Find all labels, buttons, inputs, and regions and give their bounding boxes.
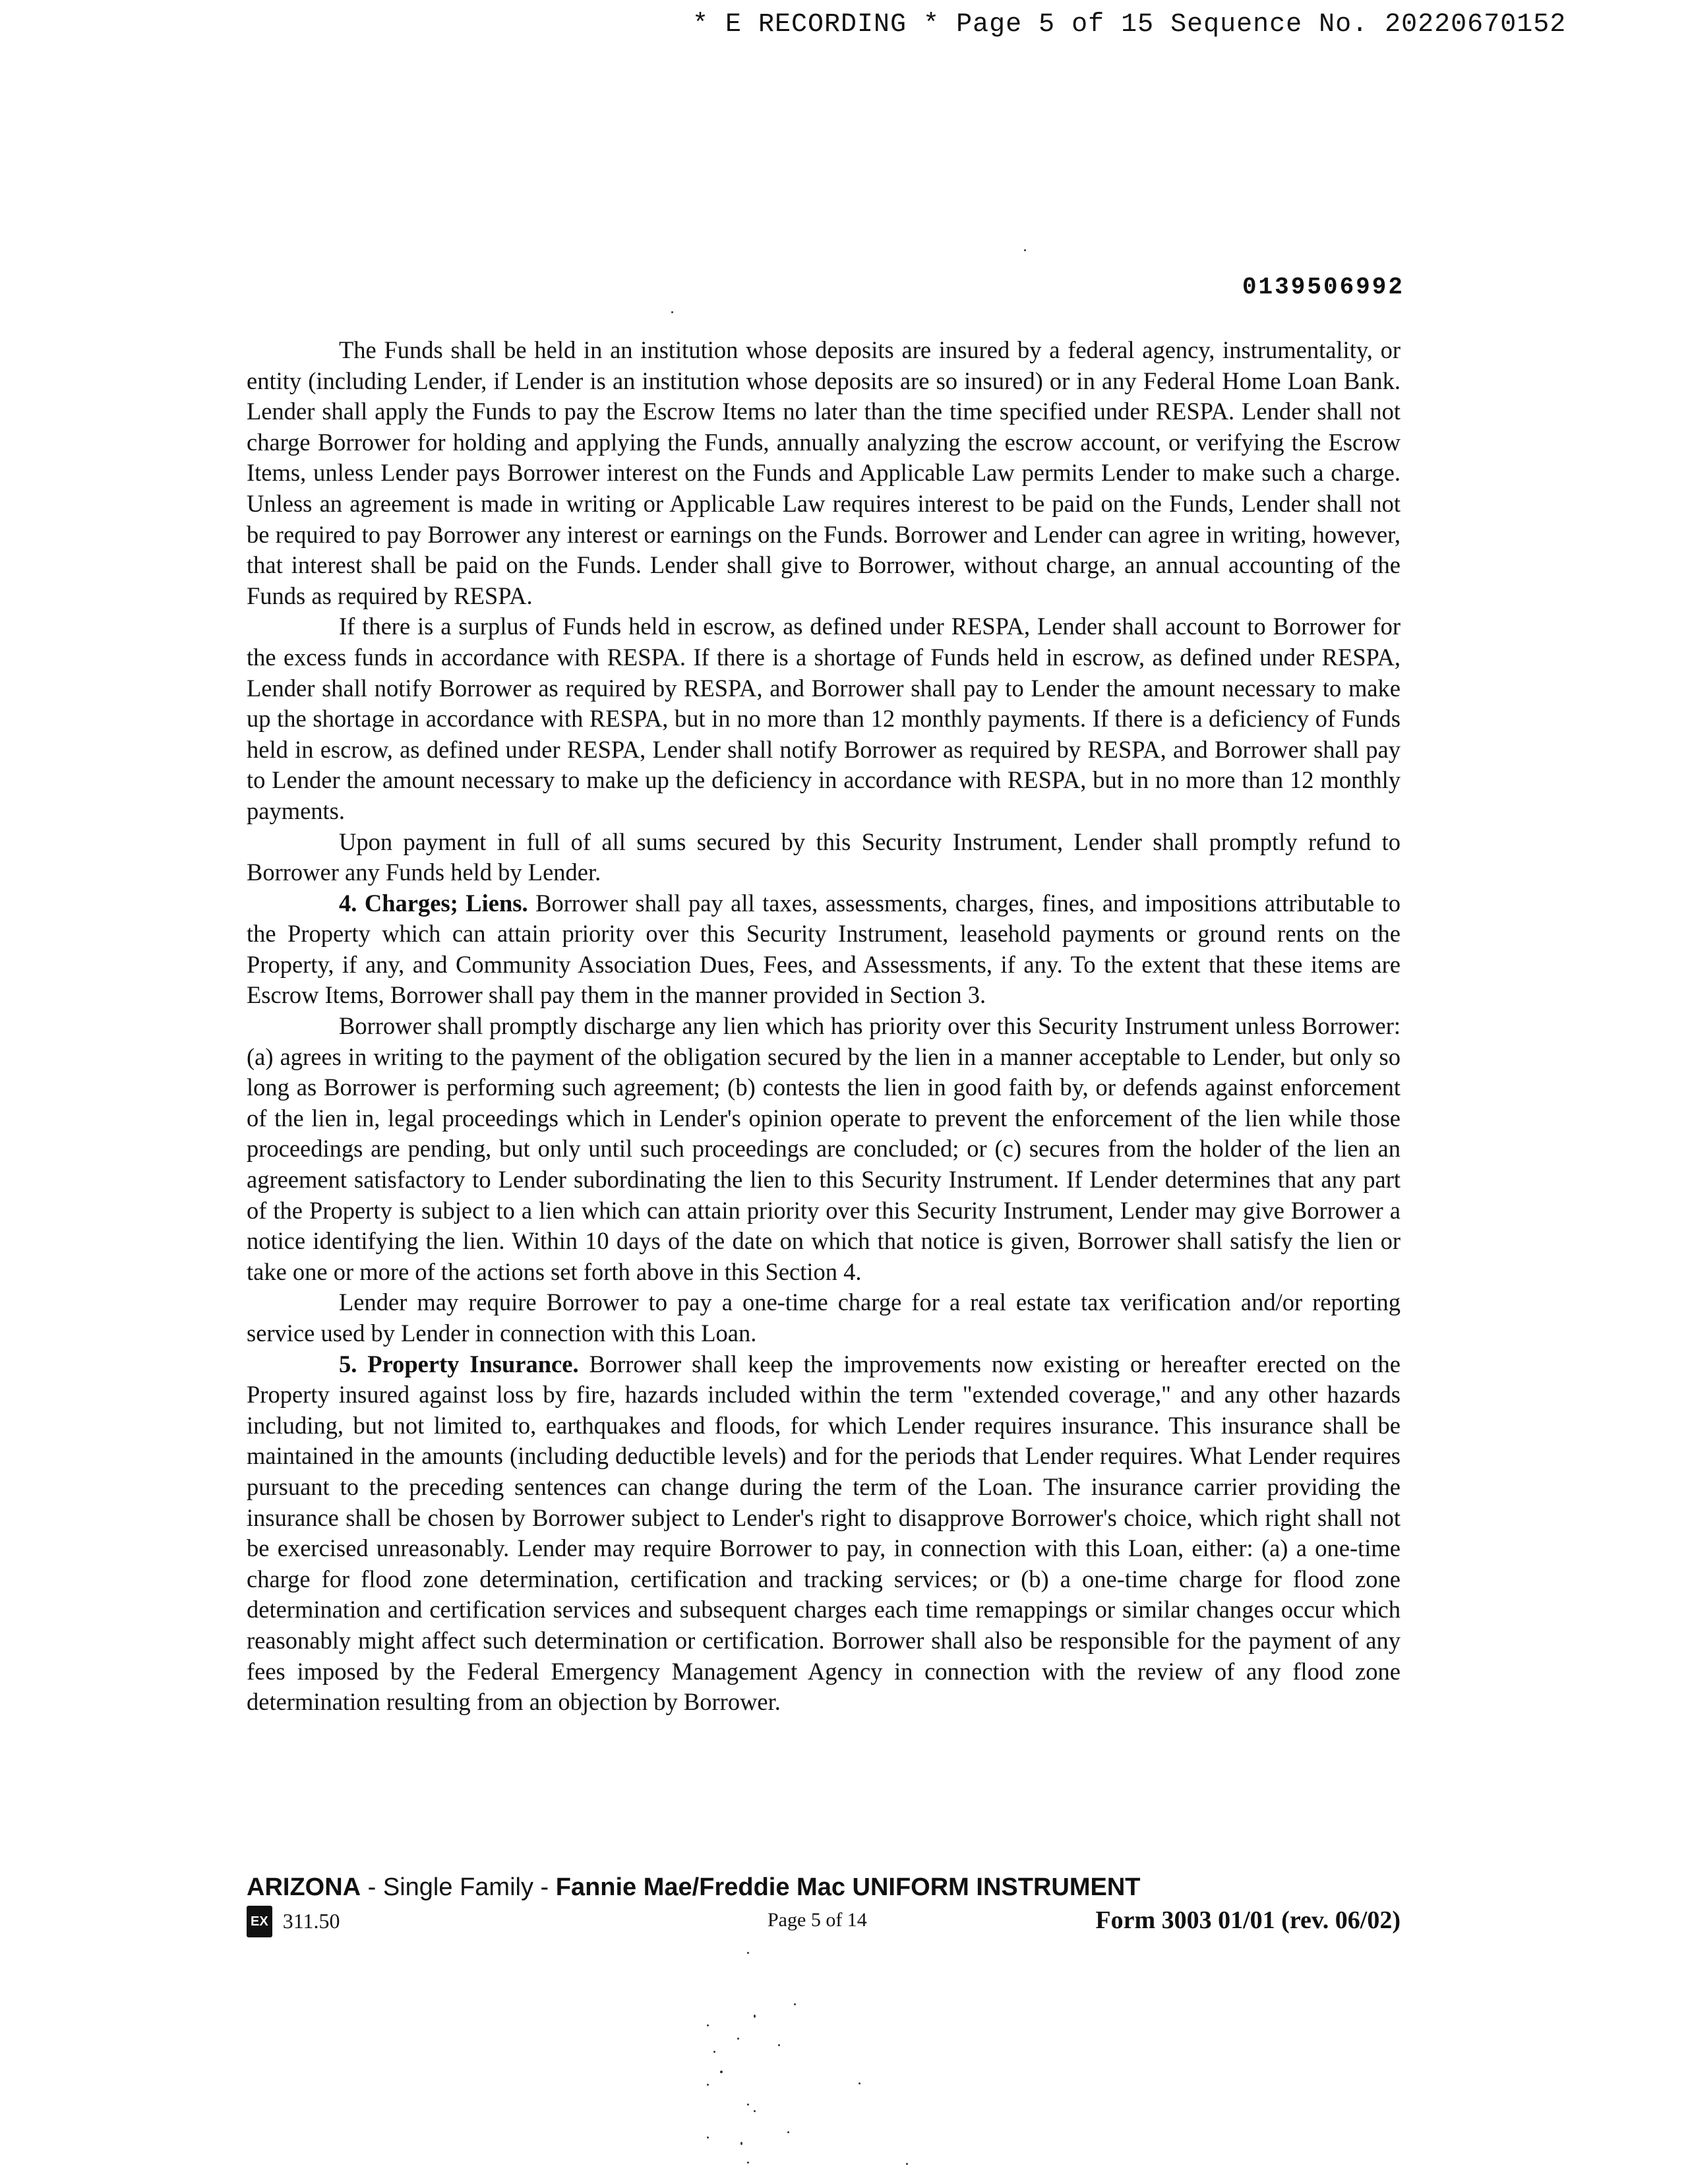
paragraph-charges-liens: 4. Charges; Liens. Borrower shall pay all taxes, assessments, charges, fines, and impositions attributable to the Property which can attain priority over this Security Instrument, leasehold payments or ground rents on the Property, if any, and Community Association Dues, Fees, and Assessments, if any. To the extent that these items are Escrow Items, Borrower shall pay them in the manner provided in Section 3.	[247, 889, 1401, 1009]
document-body	[247, 335, 1401, 1718]
recording-stamp: * E RECORDING * Page 5 of 15 Sequence No. 20220670152	[692, 10, 1567, 40]
section-heading: 4. Charges; Liens.	[339, 889, 528, 917]
scan-speck	[794, 2003, 796, 2005]
form-id: Form 3003 01/01 (rev. 06/02)	[1095, 1906, 1401, 1934]
scan-speck	[787, 2131, 789, 2133]
paragraph-tax-verification: Lender may require Borrower to pay a one-time charge for a real estate tax verification and/or reporting service used by Lender in connection with this Loan.	[247, 1289, 1401, 1347]
scan-speck	[906, 2163, 908, 2165]
paragraph-discharge-lien: Borrower shall promptly discharge any lien which has priority over this Security Instrument unless Borrower: (a) agrees in writing to the payment of the obligation secured by the lien in a manner acceptable to Lender, but only so long as Borrower is performing such agreement; (b) contests the lien in good faith by, or defends against enforcement of the lien in, legal proceedings which in Lender's opinion operate to prevent the enforcement of the lien while those proceedings are pending, but only until such proceedings are concluded; or (c) secures from the holder of the lien an agreement satisfactory to Lender subordinating the lien to this Security Instrument. If Lender determines that any part of the Property is subject to a lien which can attain priority over this Security Instrument, Lender may give Borrower a notice identifying the lien. Within 10 days of the date on which that notice is given, Borrower shall satisfy the lien or take one or more of the actions set forth above in this Section 4.	[247, 1012, 1401, 1285]
scan-speck	[720, 2071, 723, 2073]
page-indicator: Page 5 of 14	[768, 1909, 867, 1931]
scan-speck	[671, 311, 673, 313]
scan-speck	[747, 2104, 749, 2106]
document-footer	[247, 1871, 1401, 1937]
scan-speck	[740, 2142, 742, 2145]
paragraph-property-insurance: 5. Property Insurance. Borrower shall keep the improvements now existing or hereafter erected on the Property insured against loss by fire, hazards included within the term "extended coverage," and any other hazards including, but not limited to, earthquakes and floods, for which Lender requires insurance. This insurance shall be maintained in the amounts (including deductible levels) and for the periods that Lender requires. What Lender requires pursuant to the preceding sentences can change during the term of the Loan. The insurance carrier providing the insurance shall be chosen by Borrower subject to Lender's right to disapprove Borrower's choice, which right shall not be exercised unreasonably. Lender may require Borrower to pay, in connection with this Loan, either: (a) a one-time charge for flood zone determination, certification and tracking services; or (b) a one-time charge for flood zone determination and certification services and subsequent charges each time remappings or similar changes occur which reasonably might affect such determination or certification. Borrower shall also be responsible for the payment of any fees imposed by the Federal Emergency Management Agency in connection with the review of any flood zone determination resulting from an objection by Borrower.	[247, 1350, 1401, 1716]
scan-speck	[778, 2044, 780, 2046]
scan-speck	[707, 2084, 709, 2086]
ex-logo-icon: EX	[247, 1906, 272, 1937]
paragraph-refund: Upon payment in full of all sums secured by this Security Instrument, Lender shall promptly refund to Borrower any Funds held by Lender.	[247, 828, 1401, 886]
scan-speck	[747, 2162, 749, 2164]
scan-speck	[747, 1952, 749, 1954]
instrument-title: ARIZONA - Single Family - Fannie Mae/Freddie Mac UNIFORM INSTRUMENT	[247, 1873, 1141, 1901]
scan-speck	[707, 2024, 709, 2026]
paragraph-funds-institution: The Funds shall be held in an institution whose deposits are insured by a federal agency, instrumentality, or entity (including Lender, if Lender is an institution whose deposits are so insured) or in any Federal Home Loan Bank. Lender shall apply the Funds to pay the Escrow Items no later than the time specified under RESPA. Lender shall not charge Borrower for holding and applying the Funds, annually analyzing the escrow account, or verifying the Escrow Items, unless Lender pays Borrower interest on the Funds and Applicable Law permits Lender to make such a charge. Unless an agreement is made in writing or Applicable Law requires interest to be paid on the Funds, Lender shall not be required to pay Borrower any interest or earnings on the Funds. Borrower and Lender can agree in writing, however, that interest shall be paid on the Funds. Lender shall give to Borrower, without charge, an annual accounting of the Funds as required by RESPA.	[247, 336, 1401, 609]
scan-speck	[859, 2082, 860, 2084]
section-heading: 5. Property Insurance.	[339, 1350, 579, 1378]
scan-speck	[707, 2137, 709, 2138]
scan-speck	[1024, 249, 1026, 251]
paragraph-escrow-surplus: If there is a surplus of Funds held in escrow, as defined under RESPA, Lender shall account to Borrower for the excess funds in accordance with RESPA. If there is a shortage of Funds held in escrow, as defined under RESPA, Lender shall notify Borrower as required by RESPA, and Borrower shall pay to Lender the amount necessary to make up the shortage in accordance with RESPA, but in no more than 12 monthly payments. If there is a deficiency of Funds held in escrow, as defined under RESPA, Lender shall notify Borrower as required by RESPA, and Borrower shall pay to Lender the amount necessary to make up the deficiency in accordance with RESPA, but in no more than 12 monthly payments.	[247, 613, 1401, 824]
scan-speck	[737, 2038, 739, 2040]
scan-speck	[754, 2015, 756, 2018]
scan-speck	[713, 2051, 715, 2053]
scan-speck	[754, 2110, 756, 2112]
form-code: EX 311.50	[247, 1906, 340, 1937]
loan-number: 0139506992	[1242, 274, 1404, 301]
